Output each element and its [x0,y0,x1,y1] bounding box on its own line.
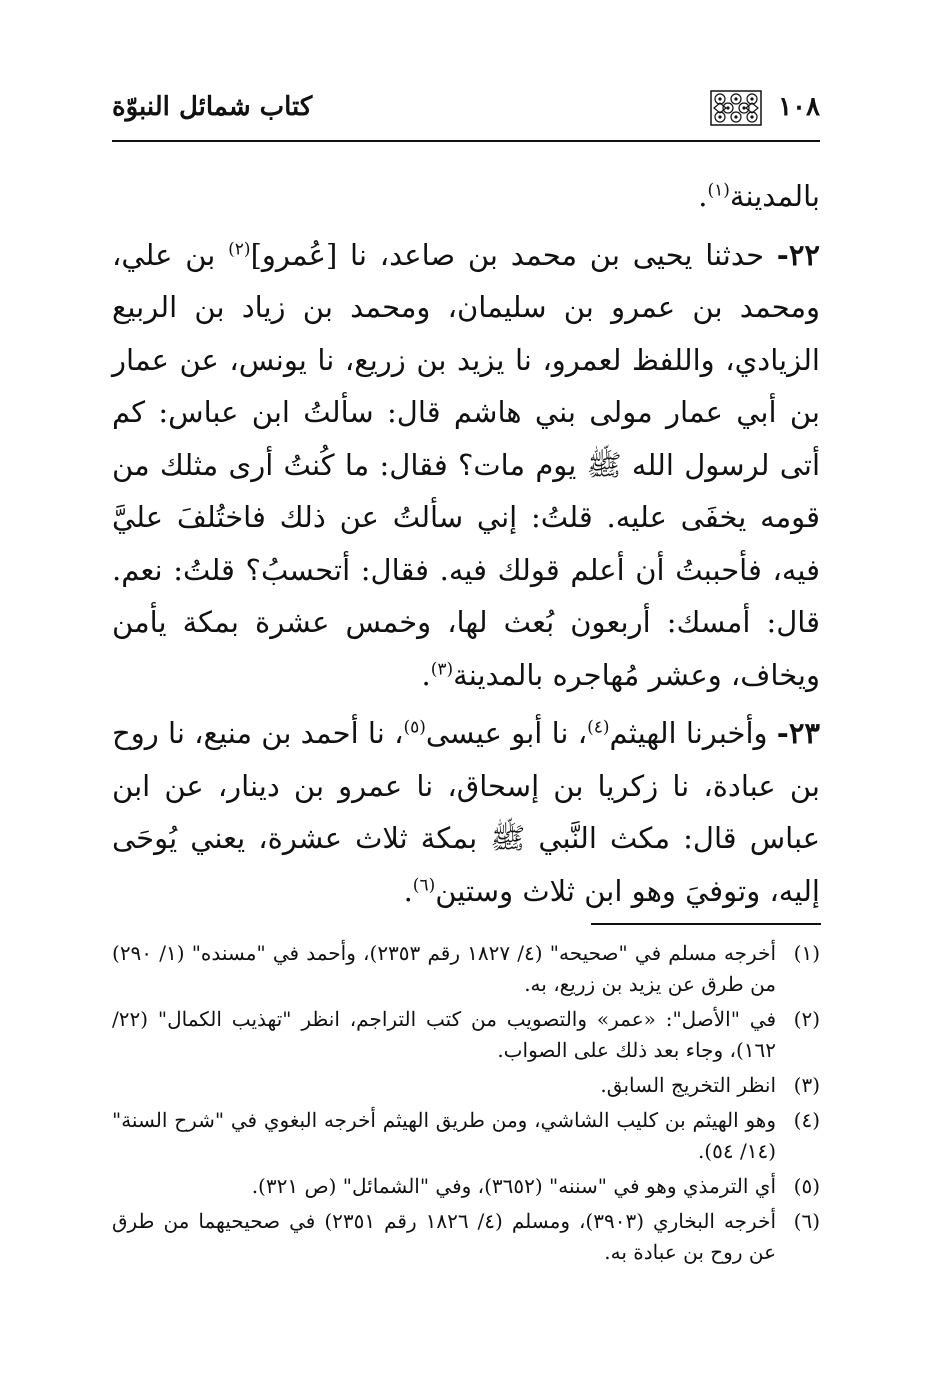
page-header [112,78,820,142]
footnote-ref: (٥) [403,717,426,738]
footnote-number: (٥) [793,1174,820,1198]
footnote-text: وهو الهيثم بن كليب الشاشي، ومن طريق الهيثم أخرجه البغوي في "شرح السنة" (١٤/ ٥٤). [112,1108,776,1163]
footnote-item [112,1070,820,1101]
footnote-divider [591,923,821,925]
footnote-item [112,1171,820,1202]
footnote-text: أخرجه البخاري (٣٩٠٣)، ومسلم (٤/ ١٨٢٦ رقم ٢٣٥١) في صحيحيهما من طرق عن روح بن عبادة به. [112,1209,776,1264]
footnote-number: (٦) [793,1209,820,1233]
footnote-text: أخرجه مسلم في "صحيحه" (٤/ ١٨٢٧ رقم ٢٣٥٣)، وأحمد في "مسنده" (١/ ٢٩٠) من طرق عن يزيد بن زريع، به. [112,941,777,996]
footnote-ref: (٢) [228,238,251,259]
footnote-ref: (٤) [587,717,610,738]
page-number: ١٠٨ [778,92,820,122]
footnote-item [112,938,820,1000]
hadith-number: ٢٢- [776,237,820,272]
footnote-item [112,1206,820,1268]
footnote-text: أي الترمذي وهو في "سننه" (٣٦٥٢)، وفي "الشمائل" (ص ٣٢١). [251,1174,776,1198]
footnote-number: (٣) [793,1073,820,1097]
arabesque-ornament-icon [710,90,762,126]
opening-line: بالمدينة$^{(١)}$. [698,179,820,213]
footnote-item [112,1004,820,1066]
hadith-number: ٢٣- [776,716,820,750]
main-text [112,170,820,917]
book-title: كتاب شمائل النبوّة [112,92,313,122]
footnote-number: (٢) [793,1007,820,1031]
footnote-number: (٤) [793,1108,820,1132]
footnote-ref: (٦) [412,874,436,895]
footnote-ref: (١) [707,180,730,201]
footnote-item [112,1105,820,1167]
hadith-22: ٢٢- حدثنا يحيى بن محمد بن صاعد، نا [عُمرو]$^{(٢)}$ بن علي، ومحمد بن عمرو بن سليمان، ومحمد بن زياد بن الربيع الزيادي، واللفظ لعمرو، نا يزيد بن زريع، نا يونس، عن عمار بن أبي عمار مولى بني هاشم قال: سألتُ ابن عباس: كم أتى لرسول الله ﷺ يوم مات؟ فقال: ما كُنتُ أرى مثلك من قومه يخفَى عليه. قلتُ: إني سألتُ عن ذلك فاختُلفَ عليَّ فيه، فأحببتُ أن أعلم قولك فيه. فقال: أتحسبُ؟ قلتُ: نعم. قال: أمسك: أربعون بُعث لها، وخمس عشرة بمكة يأمن ويخاف، وعشر مُهاجره بالمدينة$^{(٣)}$. [112,237,820,692]
footnote-number: (١) [793,941,820,965]
footnote-text: في "الأصل": «عمر» والتصويب من كتب التراجم، انظر "تهذيب الكمال" (٢٢/ ١٦٢)، وجاء بعد ذلك على الصواب. [112,1007,776,1062]
footnotes [112,938,820,1272]
hadith-23: ٢٣- وأخبرنا الهيثم$^{(٤)}$، نا أبو عيسى$^{(٥)}$، نا أحمد بن منيع، نا روح بن عبادة، نا زكريا بن إسحاق، نا عمرو بن دينار، عن ابن عباس قال: مكث النَّبي ﷺ بمكة ثلاث عشرة، يعني يُوحَى إليه، وتوفيَ وهو ابن ثلاث وستين$^{(٦)}$. [112,716,820,908]
footnote-ref: (٣) [430,658,454,679]
footnote-text: انظر التخريج السابق. [600,1073,776,1097]
